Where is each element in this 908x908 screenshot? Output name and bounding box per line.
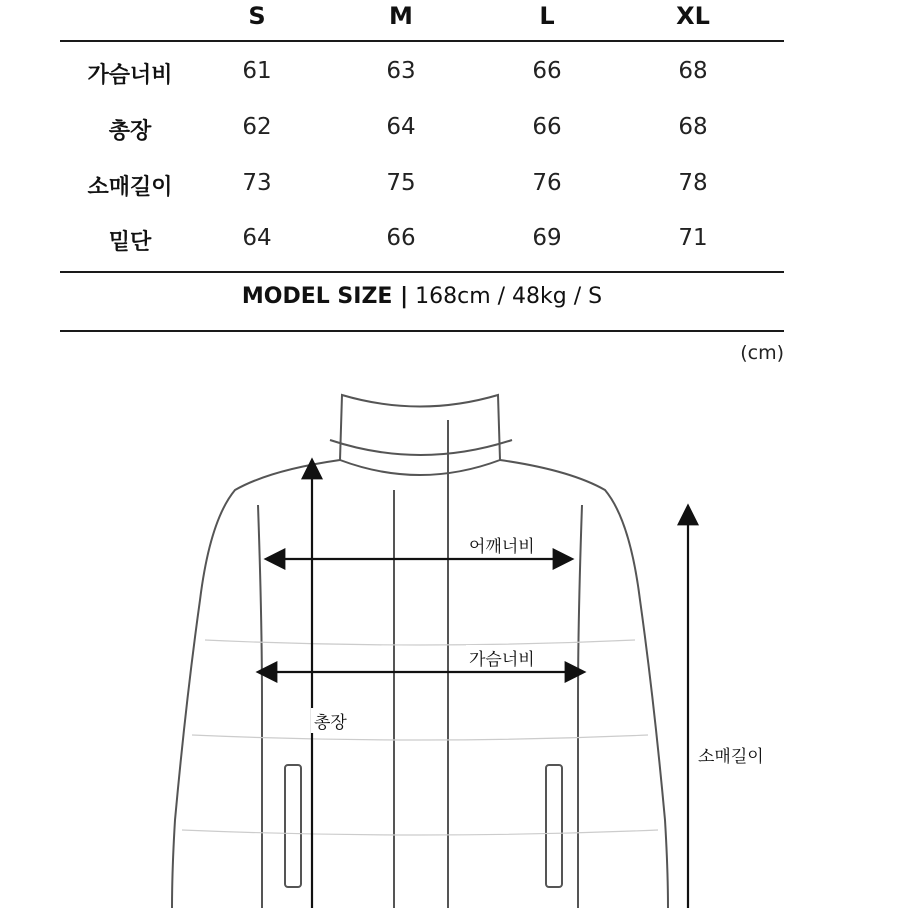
table-row: [60, 219, 784, 259]
sleeve-label: 소매길이: [695, 742, 767, 767]
cell: 61: [242, 58, 272, 84]
cell: 76: [532, 170, 562, 196]
cell: 78: [678, 170, 708, 196]
unit-label: (cm): [740, 342, 784, 364]
jacket-outline: [172, 395, 668, 908]
cell: 62: [242, 114, 272, 140]
table-row: [60, 164, 784, 204]
cell: 63: [386, 58, 416, 84]
row-label-sleeve: 소매길이: [87, 175, 173, 200]
cell: 73: [242, 170, 272, 196]
row-label-hem: 밑단: [108, 230, 152, 255]
table-row: [60, 52, 784, 92]
cell: 64: [386, 114, 416, 140]
size-header-m: M: [389, 2, 413, 30]
jacket-diagram: [0, 380, 908, 908]
cell: 64: [242, 225, 272, 251]
table-header-row: [60, 0, 784, 36]
cell: 66: [532, 114, 562, 140]
row-label-chest: 가슴너비: [87, 63, 173, 88]
row-label-length: 총장: [108, 119, 152, 144]
size-header-l: L: [539, 2, 555, 30]
cell: 66: [532, 58, 562, 84]
shoulder-label: 어깨너비: [466, 532, 538, 557]
table-mid-rule: [60, 271, 784, 273]
table-top-rule: [60, 40, 784, 42]
length-label: 총장: [311, 708, 350, 733]
cell: 69: [532, 225, 562, 251]
cell: 68: [678, 114, 708, 140]
cell: 68: [678, 58, 708, 84]
cell: 66: [386, 225, 416, 251]
table-bottom-rule: [60, 330, 784, 332]
model-size-label: MODEL SIZE |: [241, 284, 409, 309]
size-header-s: S: [248, 2, 266, 30]
quilting-lines: [182, 640, 658, 835]
model-size: [60, 284, 784, 309]
size-header-xl: XL: [676, 2, 710, 30]
model-size-value: 168cm / 48kg / S: [408, 284, 603, 309]
cell: 75: [386, 170, 416, 196]
chest-label: 가슴너비: [466, 645, 538, 670]
table-row: [60, 108, 784, 148]
cell: 71: [678, 225, 708, 251]
measure-lines: [262, 464, 688, 908]
